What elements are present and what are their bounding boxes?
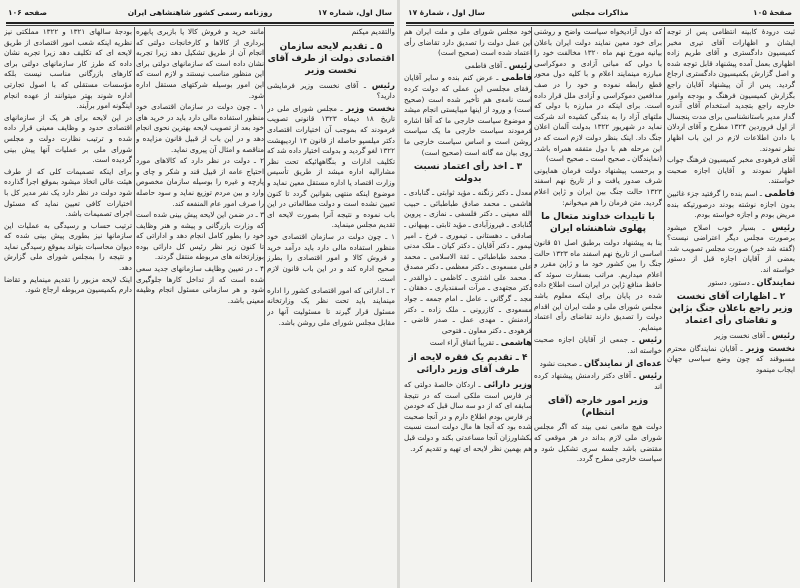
body-paragraph: ۴ ـ در تعیین وظایف سازمانهای جدید سعی شده است که از تداخل کارها جلوگیری شود و هر سازمانی مسئول انجام وظیفه معینی باشد. — [136, 264, 264, 305]
speaker-paragraph — [667, 188, 795, 221]
body-paragraph: آقای فرهودی مخبر کمیسیون فرهنگ جواب اظهار نمودند و آقایان اجازه صحبت خواستند. — [667, 155, 795, 186]
speaker-name: فاطمی — [501, 72, 532, 83]
newspaper-title: روزنامه رسمی کشور شاهنشاهی ایران — [127, 8, 273, 17]
section-heading: ۵ ـ تقدیم لایحه سازمان اقتصادی دولت از طرف آقای نخست وزیر — [267, 41, 395, 76]
speaker-paragraph — [404, 337, 532, 349]
speaker-name: رئیس — [771, 221, 795, 232]
speech-text: ـ آقایان نمایندگان محترم مسبوقند که چون وضع سیاسی جهان ایجاب مینمود — [667, 343, 795, 375]
body-paragraph: معدل ـ دکتر زنگنه ـ مؤید ثوابتی ـ گنابادی ـ هاشمی ـ محمد صادق طباطبائی ـ حبیب الله معینی ـ دکتر فلسفی ـ نمازی ـ پروین گنابادی ـ فیروزآبادی ـ مؤید ثابتی ـ بهبهانی ـ صادقی ـ دهستانی ـ تیموری ـ فرخ ـ امیر تیمور ـ دکتر آقایان ـ دکتر کیان ـ ملک مدنی ـ محمد طباطبائی ـ ثقة الاسلامی ـ محمد علی مسعودی ـ دکتر معظمی ـ دکتر مصدق ـ محمد علی اشتری ـ کاظمی ـ ذوالقدر ـ دکتر مجتهدی ـ مرآت اسفندیاری ـ دهقان ـ مجد ـ گرگانی ـ عامل ـ امام جمعه ـ جواد مسعودی ـ کازرونی ـ ملک زاده ـ دکتر رادمنش ـ مهدی عمل ـ صدر قاضی ـ فرهودی ـ دکتر معاون ـ فتوحی — [404, 188, 532, 335]
body-paragraph: در این لایحه برای هر یک از سازمانهای اقتصادی حدود و وظایف معینی قرار داده شده و ترتیب نظارت دولت و مجلس شورای ملی بر عملیات آنها پیش بینی گردیده است. — [4, 112, 132, 165]
body-paragraph: ثبت درودهٔ کابینه انتظامی پس از توجه ایشان و اظهارات آقای تیری مخبر کمیسیون دادگستری و آقای طریم زاده اظهاری بعمل آمده پیشنهاد قابل توجه شده و اصل گزارش بکمیسیون دادگستری ارجاع گردید. پس از آن پیشنهاد آقایان راجع بگزارش کمیسیون فرهنگ و بودجه وامور خارجه راجع بتجدید استخدام آقای آندره گدار مدیر باستانشناسی برای مدت پنجسال از اول فروردین ۱۳۲۴ مطرح و آقای اردلان با دادن اطلاعات لازم در این باب اظهار نظر نمودند. — [667, 27, 795, 153]
speaker-paragraph — [534, 334, 662, 356]
body-paragraph: مانند خرید و فروش کالا یا بازبری پابهره برداری از کالاها و کارخانجات دولتی که انجام آن از طریق تشکیل دهد زیرا تجربه نشان داده است که سازمانهای دولتی برای این منظور مناسب نیستند و لازم است که این امور بوسیله شرکتهای مستقل اداره شود. — [136, 27, 264, 100]
speaker-paragraph — [534, 370, 662, 392]
header-rule — [406, 22, 794, 26]
speaker-name: رئیس — [638, 370, 662, 381]
body-paragraph: ۱ ـ چون دولت در سازمان اقتصادی خود منظور استفاده مالی دارد باید در خرید های خود بعد از تصویب لایحه بهترین نحوی انجام دهد و در این باب از قبیل قانون مزایده و مناقصه و امثال آن پیروی نماید. — [136, 102, 264, 154]
speech-text: ـ صحبت نشود — [539, 358, 582, 368]
speaker-paragraph — [534, 358, 662, 370]
body-paragraph: دولت هیچ مانعی نمی بیند که اگر مجلس شورای ملی لازم بداند در هر موقعی که مقتضی باشد جلسه سری تشکیل شود و سیاست خارجی مطرح گردد. — [534, 422, 662, 464]
speaker-name: رئیس — [638, 334, 662, 345]
column — [404, 27, 532, 584]
column — [667, 27, 795, 584]
section-heading: با تاییدات خداوند متعال ما پهلوی شاهنشاه ایران — [541, 212, 655, 235]
speaker-name: رئیس — [771, 330, 795, 341]
body-paragraph: ترتیب حساب و رسیدگی به عملیات این سازمانها نیز بطوری پیش بینی شده که دیوان محاسبات بتواند بموقع رسیدگی نماید و نتیجه را بمجلس شورای ملی گزارش دهد. — [4, 220, 132, 273]
speech-text: ـ عرض کنم بنده و سایر آقایان رفقای مجلسی این عملی که دولت کرده است نامه‌ی هم تأخیر شده است (صحیح است) و ورود از اینها میبایستی انجام میشد و موضوع سیاست خارجی ما که آقا اشاره فرمودند سیاست خارجی ما یک سیاست روشن است و اساس سیاست خارجی ما روی بیان مه گانه است (صحیح است) — [404, 73, 532, 157]
body-paragraph: ۲ ـ دولت در نظر دارد که کالاهای مورد احتیاج عامه از قبیل قند و شکر و چای و پارچه و غیره را بوسیله سازمان مخصوص وارد و بین مردم توزیع نماید و سود حاصله را صرف امور عام المنفعه کند. — [136, 156, 264, 208]
speech-text: ـ آقای فاطمی — [465, 60, 507, 70]
issue-number: سال اول ، شمارهٔ ۱۷ — [408, 8, 485, 17]
column — [136, 27, 264, 584]
body-paragraph: بودجهٔ سالهای ۱۳۲۱ و ۱۳۲۲ مملکتی نیز نظریه اینکه شعب امور اقتصادی از طریق لایحه ای که تکلیف دهد زیرا تجربه نشان داده که طرز کار سازمانهای دولتی برای کارهای بازرگانی مناسب نیست بلکه مؤسسات مستقلی که با اصول تجارتی اداره شوند بهتر میتوانند از عهده انجام اینگونه امور برآیند. — [4, 27, 132, 111]
speaker-paragraph — [267, 80, 395, 102]
body-paragraph: ۳ ـ در ضمن این لایحه پیش بینی شده است که وزارت بازرگانی و پیشه و هنر وظایف خود را بطور کامل انجام دهد و اداراتی که تا کنون زیر نظر رئیس کل دارائی بوده بوزارتخانه های مربوطه منتقل گردند. — [136, 210, 264, 262]
speaker-paragraph — [404, 379, 532, 454]
section-heading: ۲ ـ اظهارات آقای نخست وزیر راجع باعلان جنگ بژاپن و تقاضای رأی اعتماد — [669, 292, 793, 327]
body-paragraph: اینک لایحه مزبور را تقدیم مینمایم و تقاضا دارم بکمیسیون مربوطه ارجاع شود. — [4, 274, 132, 295]
speech-text: ـ آقای دکتر رادمنش پیشنهاد کرده اند — [534, 371, 662, 391]
speaker-name: نخست وزیر — [346, 102, 395, 113]
speaker-paragraph — [404, 60, 532, 72]
speaker-name: نمایندگان — [756, 276, 795, 287]
speaker-name: رئیس — [371, 79, 395, 90]
speaker-name: رئیس — [508, 59, 532, 70]
body-paragraph: ۲ ـ اداراتی که امور اقتصادی کشور را اداره مینمایند باید تحت نظر یک وزارتخانه مسئول قرار گیرند تا مسئولیت آنها در مقابل مجلس شورای ملی روشن باشد. — [267, 285, 395, 327]
page-number: صفحه ۱۰۶ — [8, 8, 47, 17]
speech-text: ـ اردکان خالصهٔ دولتی که در فارس است ملکی است که در نتیجهٔ سابقه ای که از دو سه سال قبل که خودمن در فارس بودم اطلاع دارم و در آنجا صحبت شده بود که آنجا ها مال دولت است نسبت بکشاورزان آنجا مساعدتی بکند و دولت قبل هم بهمین نظر لایحه ای تهیه و تقدیم کرد. — [404, 380, 532, 453]
column-divider — [134, 27, 135, 582]
speech-text: ـ جمعی از آقایان اجازه صحبت خواسته اند. — [534, 335, 662, 356]
body-paragraph: برای اینکه تصمیمات کلی که از طرف هیئت عالی اتخاذ میشود بموقع اجرا گذارده شود دولت در نظر دارد یک نفر مدیر کل با اختیارات کافی تعیین نماید که مسئول اجرای تصمیمات باشد. — [4, 166, 132, 219]
column-divider — [664, 27, 665, 582]
speech-text: ـ تقریباً اتفاق آراء است — [429, 338, 499, 348]
speech-text: ـ دستور، دستور — [708, 277, 755, 287]
right-page — [400, 0, 800, 588]
speech-text: ـ آقای نخست وزیر فرمایشی دارید؟ — [267, 80, 395, 101]
speaker-paragraph — [267, 103, 395, 231]
column-divider — [264, 27, 265, 582]
page-header — [408, 8, 792, 22]
body-paragraph: ۱ ـ چون دولت در سازمان اقتصادی خود منظور استفاده مالی دارد باید درآمد خرید و فروش کالا و امور اقتصادی را بطرز صحیح اداره کند و در این باب قانون لازم است. — [267, 231, 395, 284]
body-paragraph: و برحسب پیشنهاد دولت فرمان همایونی شرف صدور یافت و از تاریخ نهم اسفند ۱۳۲۳ حالت جنگ بین ایران و ژاپن اعلام گردید. متن فرمان را هم میخوانم: — [534, 165, 662, 207]
section-heading: ۴ ـ تقدیم یک فقره لایحه از طرف آقای وزیر دارائی — [408, 353, 528, 376]
page-number: صفحهٔ ۱۰۵ — [753, 8, 792, 17]
issue-number: سال اول، شماره ۱۷ — [317, 8, 392, 17]
page-header — [8, 8, 392, 22]
speaker-paragraph — [667, 222, 795, 276]
speech-text: ـ آقای نخست وزیر — [714, 331, 770, 341]
speaker-name: نخست وزیر — [746, 342, 795, 353]
speaker-name: عده‌ای از نمایندگان — [583, 357, 662, 368]
speech-text: ـ اسم بنده را گرفتید جزء غائبین بدون اجازه نوشته بودند درصورتیکه بنده مریض بودم و اجازه خواسته بودم. — [667, 188, 795, 220]
speaker-paragraph — [404, 72, 532, 158]
section-title: مذاکرات مجلس — [571, 8, 629, 17]
section-heading: ۳ ـ اخذ رأی اعتماد نسبت بدولت — [413, 162, 523, 185]
speech-text: ـ بسیار خوب اصلاح میشود برصورت مجلس دیگر اعتراضی نیست؟ (گفته شد خیر) صورت مجلس تصویب شد. بعضی از آقایان اجازه قبل از دستور خواسته اند. — [667, 222, 795, 275]
header-rule — [6, 22, 394, 26]
speaker-paragraph — [667, 343, 795, 376]
section-heading: وزیر امور خارجه (آقای انتظام) — [547, 396, 649, 419]
speaker-name: هاشمی — [500, 337, 532, 348]
body-paragraph: بنا به پیشنهاد دولت برطبق اصل ۵۱ قانون اساسی از تاریخ نهم اسفند ماه ۱۳۲۳ حالت جنگ را بین کشور خود ما و ژاپن مقرر و اعلام میداریم. مراتب بسفارت سوئد که حافظ منافع ژاپن در ایران است اطلاع داده شده در پایان برای اینکه معلوم باشد مجلس شورای ملی و ملت ایران این اقدام دولت را تصدیق دارند تقاضای رأی اعتماد مینمایم. — [534, 238, 662, 332]
speech-text: ـ مجلس شورای ملی در تاریخ ۱۸ دیماه ۱۳۲۳ قانونی تصویب فرمودند که بموجب آن اختیارات اقتصادی دکتر میلسپو حاصله از قانون ۱۴ اردیبهشت ۱۳۲۲ لغو گردید و بدولت اختیار داده شد که تکلیف ادارات و بنگاههائیکه تحت نظر مشارالیه اداره میشد از طریق تأسیس وزارت اقتصاد یا اداره مستقل معین نماید و موضوع اینکه منتهی بقوانین گردد تا کنون تعیین نشده است و دولت مطالعاتی در این باب نموده و نتیجه آنرا بصورت لایحه ای تقدیم مجلس مینماید. — [267, 103, 395, 230]
speaker-paragraph — [667, 330, 795, 342]
body-paragraph: والتقدیم میکنم — [351, 27, 395, 36]
column — [534, 27, 662, 584]
column — [267, 27, 395, 584]
speaker-paragraph — [667, 277, 795, 289]
body-paragraph: خود مجلس شورای ملی و ملت ایران هم این عمل دولت را تصدیق دارد تقاضای رأی اعتماد شده است (صحیح است) — [404, 27, 532, 58]
speaker-name: وزیر دارائی — [483, 379, 532, 390]
body-paragraph: که دول آزادیخواه سیاست واضح و روشنی برای خود معین نمایند دولت ایران باعلان بیانیه مورخ نهم ماه ۱۳۲۰ مخالفت خود را با دولی که مبانی آزادی و دموکراسی مبارزه مینمایند اعلام و با کلیه دول محور قطع رابطه نموده و خود را در صف مدافعین دموکراسی و آزادی ملل قرار داده است. برای اینکه در مبارزه با دولی که ملتهای آزاد را به بندگی کشیده اند شرکت نماید در شهریور ۱۳۲۲ بدولت آلمان اعلان جنگ داد. اینک بنظر دولت لازم است که در این مرحله هم با دول متفقه همراه باشد. (نمایندگان ـ صحیح است ـ صحیح است) — [534, 27, 662, 164]
column — [4, 27, 132, 584]
speaker-name: فاطمی — [764, 187, 795, 198]
